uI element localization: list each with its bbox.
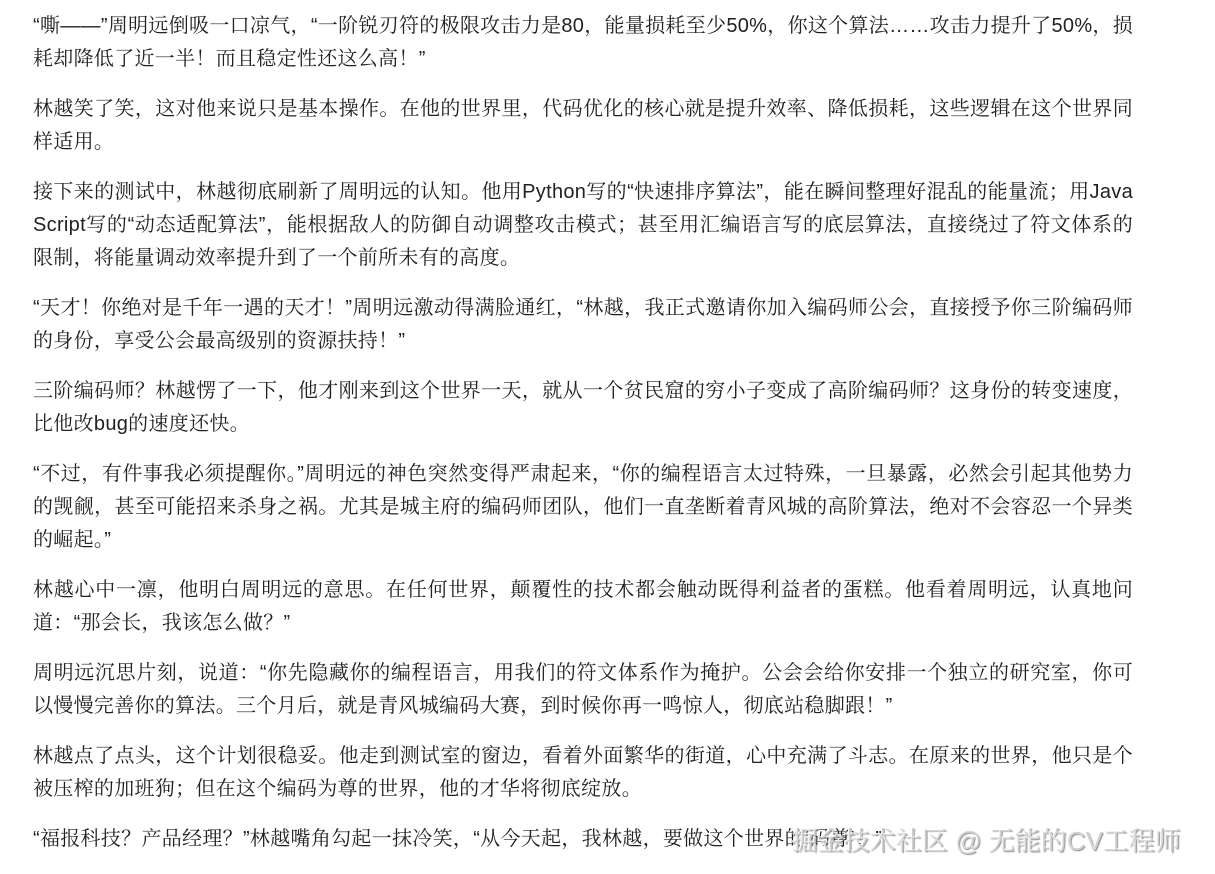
paragraph: 林越笑了笑，这对他来说只是基本操作。在他的世界里，代码优化的核心就是提升效率、降低损耗，这些逻辑在这个世界同样适用。	[33, 98, 1133, 153]
paragraph: 三阶编码师？林越愣了一下，他才刚来到这个世界一天，就从一个贫民窟的穷小子变成了高阶编码师？这身份的转变速度，比他改bug的速度还快。	[33, 380, 1133, 435]
paragraph: 林越点了点头，这个计划很稳妥。他走到测试室的窗边，看着外面繁华的街道，心中充满了斗志。在原来的世界，他只是个被压榨的加班狗；但在这个编码为尊的世界，他的才华将彻底绽放。	[33, 745, 1133, 800]
paragraph: 周明远沉思片刻，说道：“你先隐藏你的编程语言，用我们的符文体系作为掩护。公会会给你安排一个独立的研究室，你可以慢慢完善你的算法。三个月后，就是青风城编码大赛，到时候你再一鸣惊人，彻底站稳脚跟！”	[33, 662, 1133, 717]
paragraph: “不过，有件事我必须提醒你。”周明远的神色突然变得严肃起来，“你的编程语言太过特殊，一旦暴露，必然会引起其他势力的觊觎，甚至可能招来杀身之祸。尤其是城主府的编码师团队，他们一直垄断着青风城的高阶算法，绝对不会容忍一个异类的崛起。”	[33, 463, 1133, 551]
paragraph: 接下来的测试中，林越彻底刷新了周明远的认知。他用Python写的“快速排序算法”，能在瞬间整理好混乱的能量流；用JavaScript写的“动态适配算法”，能根据敌人的防御自动调整攻击模式；甚至用汇编语言写的底层算法，直接绕过了符文体系的限制，将能量调动效率提升到了一个前所未有的高度。	[33, 181, 1133, 269]
article-body	[33, 10, 1133, 873]
paragraph: “天才！你绝对是千年一遇的天才！”周明远激动得满脸通红，“林越，我正式邀请你加入编码师公会，直接授予你三阶编码师的身份，享受公会最高级别的资源扶持！”	[33, 297, 1133, 352]
paragraph: “福报科技？产品经理？”林越嘴角勾起一抹冷笑，“从今天起，我林越，要做这个世界的‘码尊’！”	[33, 828, 883, 850]
watermark-text: 掘金技术社区 @ 无能的CV工程师	[792, 826, 1181, 856]
paragraph: “嘶——”周明远倒吸一口凉气，“一阶锐刃符的极限攻击力是80，能量损耗至少50%，你这个算法……攻击力提升了50%，损耗却降低了近一半！而且稳定性还这么高！”	[33, 15, 1133, 70]
paragraph: 林越心中一凛，他明白周明远的意思。在任何世界，颠覆性的技术都会触动既得利益者的蛋糕。他看着周明远，认真地问道：“那会长，我该怎么做？”	[33, 579, 1133, 634]
